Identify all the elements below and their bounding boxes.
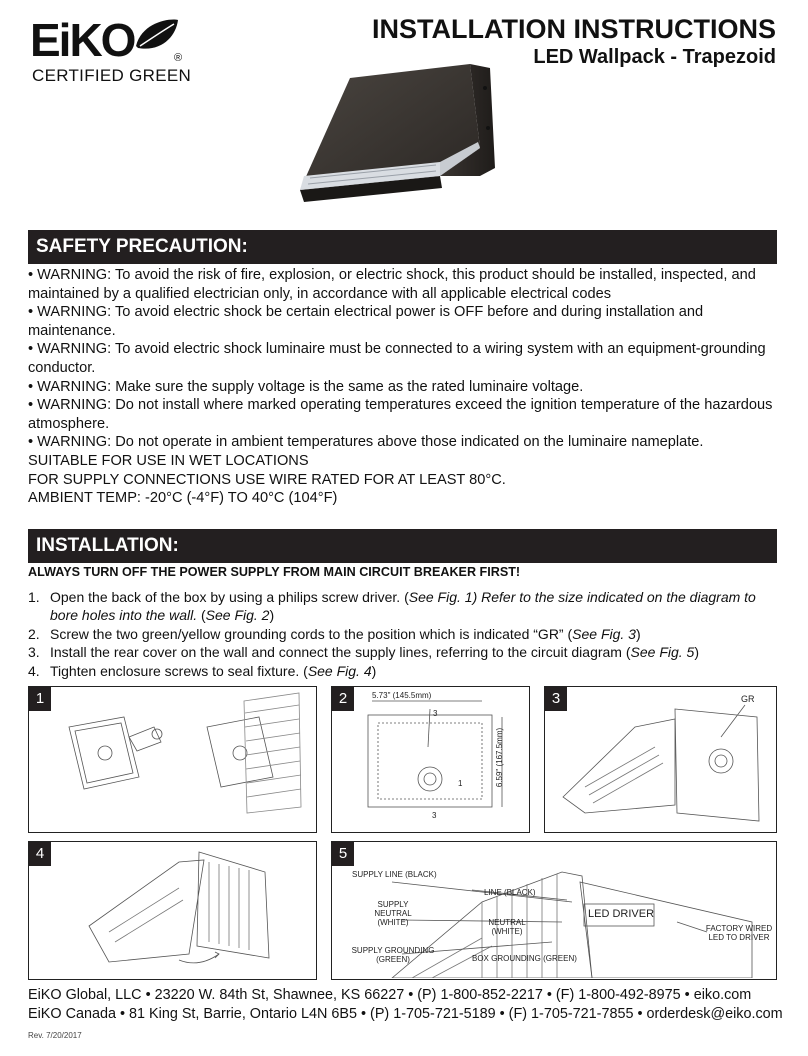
factory-wired-label: FACTORY WIRED LED TO DRIVER xyxy=(705,924,773,942)
safety-line: • WARNING: To avoid electric shock be certain electrical power is OFF before and during installation and maintenance. xyxy=(28,304,704,339)
step-item: 4. Tighten enclosure screws to seal fixture. (See Fig. 4) xyxy=(28,662,377,679)
box-grounding-label: BOX GROUNDING (GREEN) xyxy=(472,954,577,963)
neutral-label: NEUTRAL (WHITE) xyxy=(488,918,526,936)
leaf-icon xyxy=(132,16,182,56)
product-image xyxy=(290,58,520,218)
figure-1 xyxy=(28,686,317,833)
step-item: 1. Open the back of the box by using a philips screw driver. (See Fig. 1) Refer to the size indicated on the diagram to bore holes into the wall. (See Fig. 2) xyxy=(28,589,756,624)
supply-neutral-label: SUPPLY NEUTRAL (WHITE) xyxy=(374,900,412,927)
step-item: 3. Install the rear cover on the wall and connect the supply lines, referring to the circuit diagram (See Fig. 5) xyxy=(28,644,700,661)
brand-logo: EiKO xyxy=(30,14,135,66)
installation-note: ALWAYS TURN OFF THE POWER SUPPLY FROM MAIN CIRCUIT BREAKER FIRST! xyxy=(28,565,521,579)
safety-text xyxy=(28,266,780,508)
figure-4 xyxy=(28,841,317,980)
figure-number: 5 xyxy=(332,842,354,866)
brand-tagline: CERTIFIED GREEN xyxy=(32,66,192,85)
figure-3 xyxy=(544,686,777,833)
line-label: LINE (BLACK) xyxy=(484,888,536,897)
mark-label: 3 xyxy=(432,811,437,820)
figure-number: 3 xyxy=(545,687,567,711)
safety-line: • WARNING: To avoid the risk of fire, explosion, or electric shock, this product should be installed, inspected, and maintained by a qualified electrician only, in accordance with all applicable electrical codes xyxy=(28,267,756,302)
safety-line: AMBIENT TEMP: -20°C (-4°F) TO 40°C (104°F) xyxy=(28,490,338,507)
figure-number: 4 xyxy=(29,842,51,866)
revision-date: Rev. 7/20/2017 xyxy=(28,1031,82,1040)
gr-label: GR xyxy=(741,694,755,704)
step-item: 2. Screw the two green/yellow grounding cords to the position which is indicated “GR” (See Fig. 3) xyxy=(28,625,641,642)
safety-heading: SAFETY PRECAUTION: xyxy=(28,230,777,264)
registered-mark: ® xyxy=(174,52,183,64)
installation-heading: INSTALLATION: xyxy=(28,529,777,563)
safety-line: • WARNING: To avoid electric shock luminaire must be connected to a wiring system with an equipment-grounding conductor. xyxy=(28,341,766,376)
width-dimension: 5.73" (145.5mm) xyxy=(372,691,432,700)
page-title: INSTALLATION INSTRUCTIONS xyxy=(372,14,776,44)
closing-fixture-diagram xyxy=(29,842,315,978)
page-subtitle: LED Wallpack - Trapezoid xyxy=(533,46,776,68)
figure-5 xyxy=(331,841,777,980)
installation-steps xyxy=(28,588,780,680)
led-driver-label: LED DRIVER xyxy=(588,908,655,920)
figure-2 xyxy=(331,686,530,833)
safety-line: • WARNING: Do not operate in ambient temperatures above those indicated on the luminaire nameplate. xyxy=(28,434,704,451)
mark-label: 1 xyxy=(458,779,463,788)
footer-address-us: EiKO Global, LLC • 23220 W. 84th St, Shawnee, KS 66227 • (P) 1-800-852-2217 • (F) 1-800-492-8975 • eiko.com xyxy=(28,987,752,1003)
backplate-diagram xyxy=(29,687,315,831)
figure-number: 2 xyxy=(332,687,354,711)
supply-line-label: SUPPLY LINE (BLACK) xyxy=(352,870,437,879)
footer-address-canada: EiKO Canada • 81 King St, Barrie, Ontario L4N 6B5 • (P) 1-705-721-5189 • (F) 1-705-721-7855 • orderdesk@eiko.com xyxy=(28,1006,783,1022)
safety-line: • WARNING: Do not install where marked operating temperatures exceed the ignition temperature of the hazardous atmosphere. xyxy=(28,397,773,432)
figure-number: 1 xyxy=(29,687,51,711)
safety-line: • WARNING: Make sure the supply voltage is the same as the rated luminaire voltage. xyxy=(28,378,584,395)
safety-line: FOR SUPPLY CONNECTIONS USE WIRE RATED FOR AT LEAST 80°C. xyxy=(28,471,506,488)
height-dimension: 6.59" (167.5mm) xyxy=(495,727,505,788)
mark-label: 3 xyxy=(433,709,438,718)
supply-grounding-label: SUPPLY GROUNDING (GREEN) xyxy=(351,946,435,964)
safety-line: SUITABLE FOR USE IN WET LOCATIONS xyxy=(28,452,309,469)
open-fixture-diagram xyxy=(545,687,775,831)
